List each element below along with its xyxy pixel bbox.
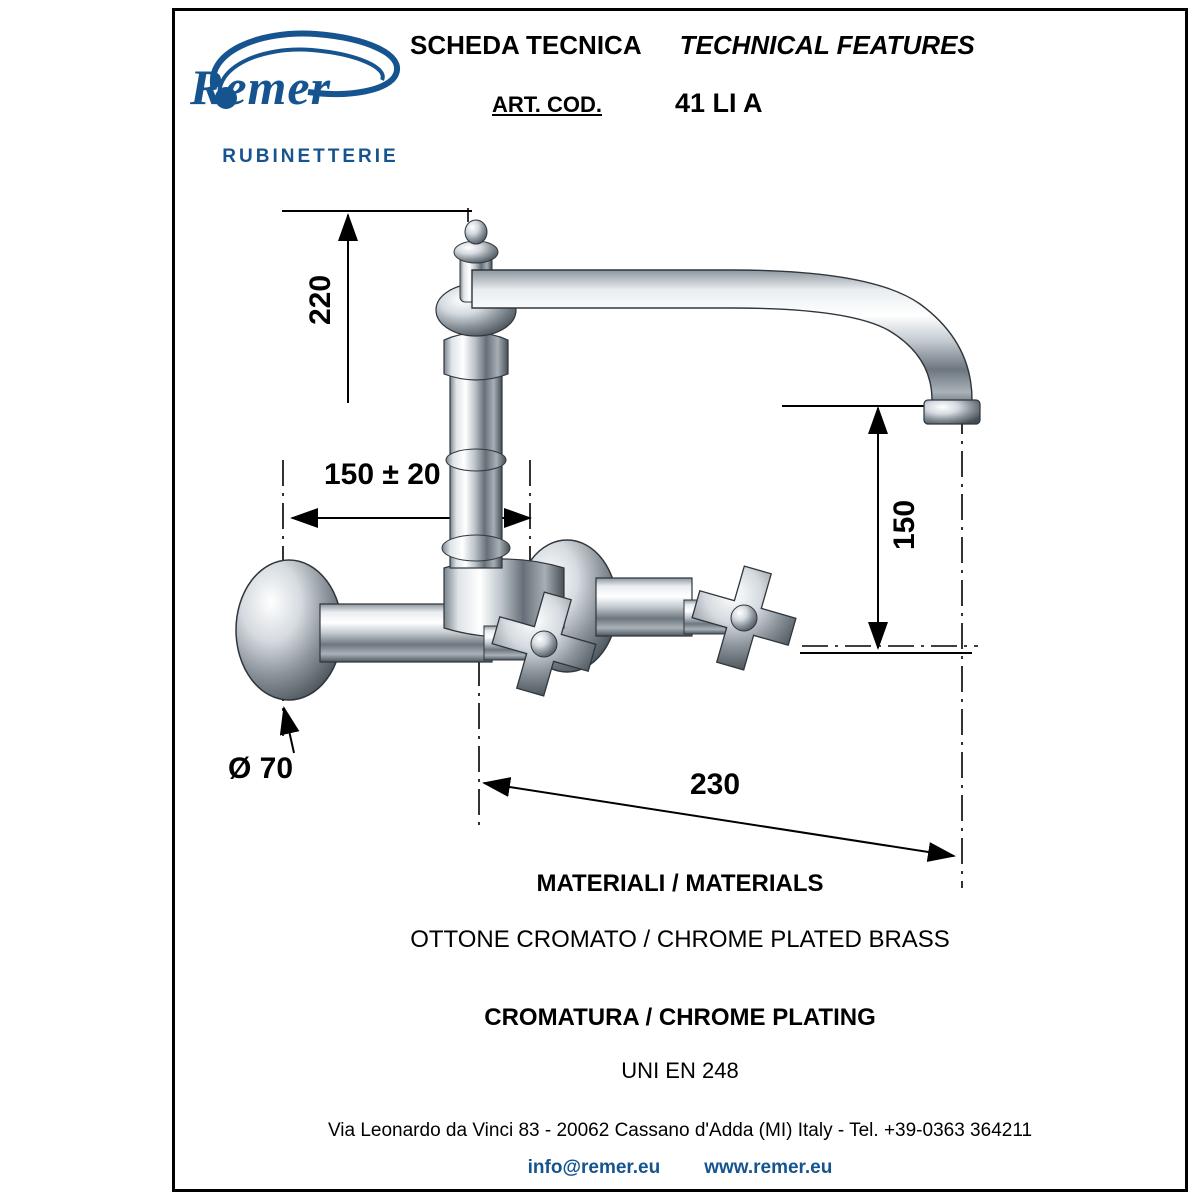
dimension-label-flange: Ø 70 [228, 752, 294, 785]
materials-body: OTTONE CROMATO / CHROME PLATED BRASS [410, 926, 950, 953]
logo-subtitle: RUBINETTERIE [222, 146, 399, 167]
dimension-label-drop: 150 [888, 499, 922, 551]
company-address: Via Leonardo da Vinci 83 - 20062 Cassano d'Adda (MI) Italy - Tel. +39-0363 364211 [327, 1120, 1033, 1141]
sheet-title-en: TECHNICAL FEATURES [679, 30, 975, 60]
materials-heading: MATERIALI / MATERIALS [536, 870, 824, 897]
article-code-label: ART. COD. [492, 92, 602, 117]
logo-wordmark: Remer [190, 59, 332, 115]
sheet-title-it: SCHEDA TECNICA [410, 30, 642, 60]
handle-right [682, 556, 806, 680]
dimension-label-reach: 230 [690, 768, 741, 801]
company-contact [172, 1157, 1188, 1179]
plating-body: UNI EN 248 [621, 1058, 739, 1083]
company-email[interactable]: info@remer.eu [527, 1157, 661, 1178]
dimension-label-height: 220 [304, 274, 338, 326]
company-website[interactable]: www.remer.eu [704, 1157, 833, 1178]
dimension-label-spread: 150 ± 20 [324, 458, 441, 491]
plating-heading: CROMATURA / CHROME PLATING [484, 1004, 876, 1031]
article-code-value: 41 LI A [675, 88, 763, 118]
